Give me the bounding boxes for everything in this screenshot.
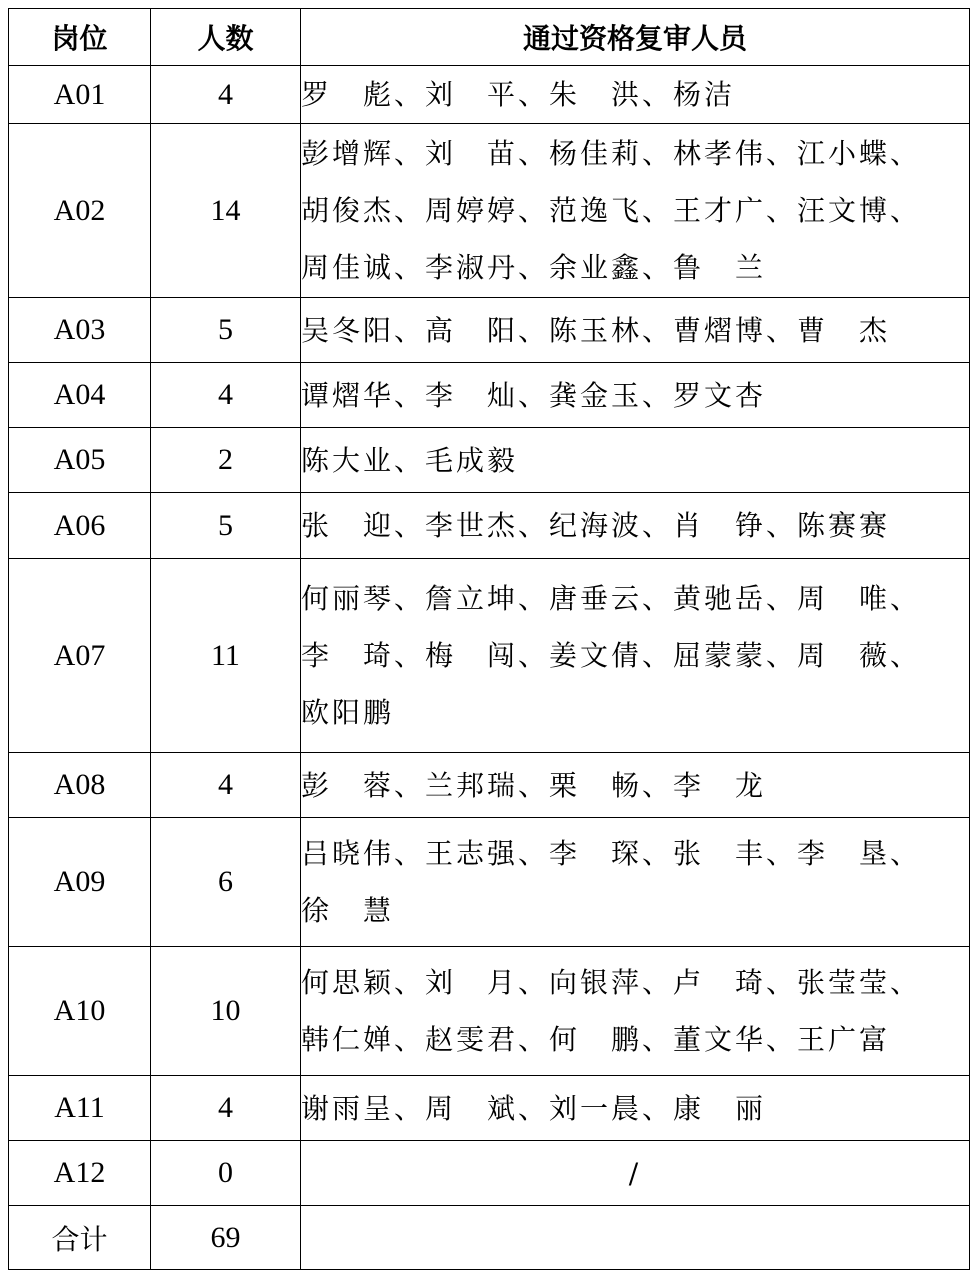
table-row (9, 428, 970, 493)
post-code: A11 (9, 1076, 151, 1141)
headcount: 5 (151, 298, 301, 363)
approved-names: 何思颖、刘 月、向银萍、卢 琦、张莹莹、 韩仁婵、赵雯君、何 鹏、董文华、王广富 (301, 947, 970, 1076)
table-row (9, 1141, 970, 1206)
approved-names: 吴冬阳、高 阳、陈玉林、曹熠博、曹 杰 (301, 298, 970, 363)
headcount: 4 (151, 1076, 301, 1141)
approved-names: 罗 彪、刘 平、朱 洪、杨洁 (301, 66, 970, 124)
approved-names: 吕晓伟、王志强、李 琛、张 丰、李 垦、 徐 慧 (301, 818, 970, 947)
header-count: 人数 (151, 9, 301, 66)
header-names: 通过资格复审人员 (301, 9, 970, 66)
approved-names: 谢雨呈、周 斌、刘一晨、康 丽 (301, 1076, 970, 1141)
table-row (9, 66, 970, 124)
post-code: A03 (9, 298, 151, 363)
total-row (9, 1206, 970, 1270)
table-row (9, 493, 970, 559)
table-row (9, 818, 970, 947)
post-code: A01 (9, 66, 151, 124)
headcount: 5 (151, 493, 301, 559)
headcount: 0 (151, 1141, 301, 1206)
approved-names: 谭熠华、李 灿、龚金玉、罗文杏 (301, 363, 970, 428)
headcount: 4 (151, 363, 301, 428)
post-code: A07 (9, 559, 151, 753)
table-row (9, 298, 970, 363)
post-code: A05 (9, 428, 151, 493)
total-names (301, 1206, 970, 1270)
post-code: A08 (9, 753, 151, 818)
table-row (9, 1076, 970, 1141)
approved-names: 张 迎、李世杰、纪海波、肖 铮、陈赛赛 (301, 493, 970, 559)
headcount: 6 (151, 818, 301, 947)
post-code: A09 (9, 818, 151, 947)
approved-names: 彭 蓉、兰邦瑞、栗 畅、李 龙 (301, 753, 970, 818)
post-code: A06 (9, 493, 151, 559)
headcount: 10 (151, 947, 301, 1076)
header-row (9, 9, 970, 66)
post-code: A12 (9, 1141, 151, 1206)
approved-names: / (301, 1141, 970, 1206)
post-code: A02 (9, 124, 151, 298)
headcount: 2 (151, 428, 301, 493)
total-label: 合计 (9, 1206, 151, 1270)
table-row (9, 753, 970, 818)
post-code: A10 (9, 947, 151, 1076)
approved-names: 何丽琴、詹立坤、唐垂云、黄驰岳、周 唯、 李 琦、梅 闯、姜文倩、屈蒙蒙、周 薇、 欧阳鹏 (301, 559, 970, 753)
total-count: 69 (151, 1206, 301, 1270)
table-row (9, 124, 970, 298)
header-post: 岗位 (9, 9, 151, 66)
headcount: 11 (151, 559, 301, 753)
approved-names: 彭增辉、刘 苗、杨佳莉、林孝伟、江小蝶、 胡俊杰、周婷婷、范逸飞、王才广、汪文博、 周佳诚、李淑丹、余业鑫、鲁 兰 (301, 124, 970, 298)
headcount: 14 (151, 124, 301, 298)
table-row (9, 947, 970, 1076)
post-code: A04 (9, 363, 151, 428)
qualification-review-table (8, 8, 970, 1270)
headcount: 4 (151, 66, 301, 124)
approved-names: 陈大业、毛成毅 (301, 428, 970, 493)
table-row (9, 559, 970, 753)
headcount: 4 (151, 753, 301, 818)
table-row (9, 363, 970, 428)
